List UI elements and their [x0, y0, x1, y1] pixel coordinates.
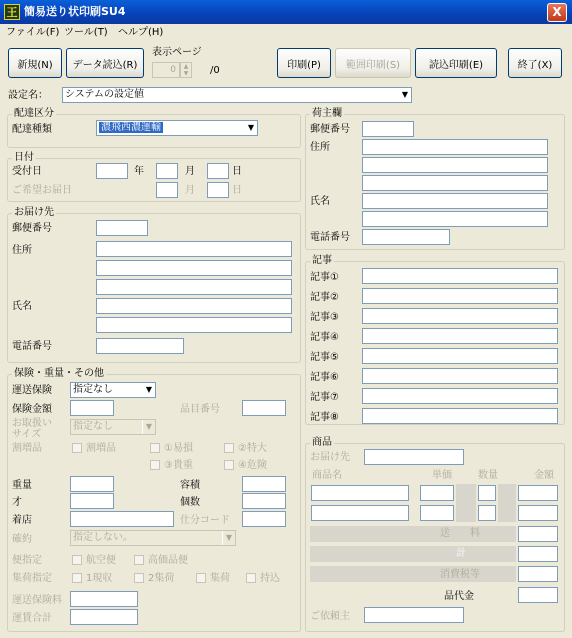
- col-product-name: 商品名: [312, 470, 342, 481]
- desired-day-label: 日: [232, 185, 242, 196]
- note-6-label: 記事⑥: [310, 372, 339, 383]
- cod-input[interactable]: [518, 587, 558, 603]
- year-label: 年: [134, 166, 144, 177]
- shipper-address-2[interactable]: [362, 157, 548, 173]
- col-quantity: 数量: [478, 470, 498, 481]
- goods-group-title: 商品: [312, 437, 332, 448]
- received-month-input[interactable]: [156, 163, 178, 179]
- recipient-name-2[interactable]: [96, 317, 292, 333]
- surcharge-label: 割増品: [12, 443, 42, 454]
- insurance-fee-label: 運送保険料: [12, 595, 62, 606]
- client-label: ご依頼主: [310, 611, 350, 622]
- shipper-name-1[interactable]: [362, 193, 548, 209]
- recipient-zip-input[interactable]: [96, 220, 148, 236]
- chevron-down-icon: ▼: [244, 121, 257, 135]
- recipient-group-title: お届け先: [14, 207, 54, 218]
- shipper-address-1[interactable]: [362, 139, 548, 155]
- contract-select[interactable]: [70, 530, 236, 546]
- collect-3-checkbox[interactable]: [196, 573, 206, 583]
- note-7-label: 記事⑦: [310, 392, 339, 403]
- page-total: /0: [210, 65, 220, 76]
- load-data-button[interactable]: データ読込(R): [66, 48, 144, 78]
- sai-input[interactable]: [70, 493, 114, 509]
- desired-day-input[interactable]: [207, 182, 229, 198]
- delivery-type-value: 濃飛西濃運輸: [101, 122, 161, 133]
- goods-shade: [456, 484, 476, 522]
- chevron-down-icon: ▼: [222, 531, 235, 545]
- note-1-label: 記事①: [310, 272, 339, 283]
- col-amount: 金額: [534, 470, 554, 481]
- insured-amount-label: 保険金額: [12, 404, 52, 415]
- subtotal-label: 計: [456, 548, 466, 559]
- note-2-input[interactable]: [362, 288, 558, 304]
- shipper-phone-input[interactable]: [362, 229, 450, 245]
- shipper-name-label: 氏名: [310, 196, 330, 207]
- insurance-fee-input[interactable]: [70, 591, 138, 607]
- contract-label: 確約: [12, 534, 32, 545]
- shipping-row: [310, 526, 516, 542]
- settings-value: システムの設定値: [65, 89, 144, 100]
- amount-2[interactable]: [518, 505, 558, 521]
- print-button[interactable]: 印刷(P): [277, 48, 331, 78]
- shipping-input[interactable]: [518, 526, 558, 542]
- shipper-phone-label: 電話番号: [310, 232, 350, 243]
- app-icon: 王: [4, 4, 20, 20]
- pieces-input[interactable]: [242, 493, 286, 509]
- settings-select[interactable]: [62, 87, 412, 103]
- oversize-checkbox[interactable]: [224, 443, 234, 453]
- valuable-label: ③貴重: [164, 460, 193, 471]
- note-3-label: 記事③: [310, 312, 339, 323]
- item-number-label: 品目番号: [180, 404, 220, 415]
- note-6-input[interactable]: [362, 368, 558, 384]
- quantity-1[interactable]: [478, 485, 496, 501]
- note-5-label: 記事⑤: [310, 352, 339, 363]
- recipient-address-label: 住所: [12, 245, 32, 256]
- tax-input[interactable]: [518, 566, 558, 582]
- delivery-type-label: 配達種類: [12, 124, 52, 135]
- collect-4-checkbox[interactable]: [246, 573, 256, 583]
- collect-1-checkbox[interactable]: [72, 573, 82, 583]
- sort-code-label: 仕分コード: [180, 515, 230, 526]
- unit-price-2[interactable]: [420, 505, 454, 521]
- product-name-1[interactable]: [311, 485, 409, 501]
- menu-tools[interactable]: ツール(T): [64, 27, 108, 38]
- range-print-button[interactable]: 範囲印刷(S): [335, 48, 411, 78]
- premium-flight-label: 高価品便: [148, 555, 188, 566]
- subtotal-row: [310, 546, 516, 562]
- client-input[interactable]: [364, 607, 464, 623]
- amount-1[interactable]: [518, 485, 558, 501]
- page-label: 表示ページ: [152, 47, 202, 58]
- chevron-down-icon: ▼: [142, 420, 155, 434]
- handling-size-label: お取扱い サイズ: [12, 418, 52, 440]
- col-unit-price: 単価: [432, 470, 452, 481]
- shipper-group-title: 荷主欄: [312, 108, 342, 119]
- contract-value: 指定しない。: [73, 532, 133, 543]
- flight-label: 便指定: [12, 555, 42, 566]
- pieces-label: 個数: [180, 497, 200, 508]
- note-7-input[interactable]: [362, 388, 558, 404]
- received-date-label: 受付日: [12, 166, 42, 177]
- oversize-label: ②特大: [238, 443, 267, 454]
- arrival-store-label: 着店: [12, 515, 32, 526]
- air-flight-checkbox[interactable]: [72, 555, 82, 565]
- recipient-zip-label: 郵便番号: [12, 223, 52, 234]
- recipient-address-1[interactable]: [96, 241, 292, 257]
- month-label: 月: [185, 166, 195, 177]
- surcharge-option: 割増品: [86, 443, 116, 454]
- note-8-label: 記事⑧: [310, 412, 339, 423]
- desired-month-label: 月: [185, 185, 195, 196]
- product-name-2[interactable]: [311, 505, 409, 521]
- surcharge-checkbox[interactable]: [72, 443, 82, 453]
- shipping-insurance-select[interactable]: [70, 382, 156, 398]
- collect-3-label: 集荷: [210, 573, 230, 584]
- desired-date-label: ご希望お届日: [12, 185, 72, 196]
- cod-label: 品代金: [444, 591, 474, 602]
- shipper-zip-label: 郵便番号: [310, 124, 350, 135]
- note-3-input[interactable]: [362, 308, 558, 324]
- recipient-name-1[interactable]: [96, 298, 292, 314]
- received-day-input[interactable]: [207, 163, 229, 179]
- shipper-address-label: 住所: [310, 142, 330, 153]
- tax-row: [310, 566, 516, 582]
- arrival-store-input[interactable]: [70, 511, 174, 527]
- collect-4-label: 持込: [260, 573, 280, 584]
- menu-file[interactable]: ファイル(F): [6, 27, 60, 38]
- subtotal-input[interactable]: [518, 546, 558, 562]
- menu-help[interactable]: ヘルプ(H): [118, 27, 164, 38]
- note-4-label: 記事④: [310, 332, 339, 343]
- received-year-input[interactable]: [96, 163, 128, 179]
- exit-button[interactable]: 終了(X): [508, 48, 562, 78]
- window-title: 簡易送り状印刷SU4: [24, 5, 126, 18]
- goods-shade: [498, 484, 516, 522]
- weight-label: 重量: [12, 480, 32, 491]
- shipping-insurance-value: 指定なし: [73, 384, 113, 395]
- chevron-down-icon: ▼: [142, 383, 155, 397]
- read-print-button[interactable]: 読込印刷(E): [415, 48, 497, 78]
- note-1-input[interactable]: [362, 268, 558, 284]
- page-spinner[interactable]: ▲ ▼: [180, 62, 192, 78]
- note-2-label: 記事②: [310, 292, 339, 303]
- recipient-name-label: 氏名: [12, 301, 32, 312]
- shipper-zip-input[interactable]: [362, 121, 414, 137]
- goods-destination-input[interactable]: [364, 449, 464, 465]
- recipient-address-2[interactable]: [96, 260, 292, 276]
- item-number-input[interactable]: [242, 400, 286, 416]
- note-5-input[interactable]: [362, 348, 558, 364]
- handling-size-select[interactable]: [70, 419, 156, 435]
- collect-2-label: 2集荷: [148, 573, 175, 584]
- collect-1-label: 1現収: [86, 573, 113, 584]
- hazard-label: ④危険: [238, 460, 267, 471]
- collect-label: 集荷指定: [12, 573, 52, 584]
- delivery-type-select[interactable]: [96, 120, 258, 136]
- shipping-insurance-label: 運送保険: [12, 385, 52, 396]
- volume-input[interactable]: [242, 476, 286, 492]
- handling-size-value: 指定なし: [73, 421, 113, 432]
- goods-destination-label: お届け先: [310, 452, 350, 463]
- hazard-checkbox[interactable]: [224, 460, 234, 470]
- settings-label: 設定名：: [8, 90, 48, 101]
- recipient-phone-label: 電話番号: [12, 341, 52, 352]
- shipping-label: 送 料: [440, 528, 480, 539]
- sai-label: 才: [12, 497, 22, 508]
- note-4-input[interactable]: [362, 328, 558, 344]
- collect-2-checkbox[interactable]: [134, 573, 144, 583]
- recipient-phone-input[interactable]: [96, 338, 184, 354]
- note-8-input[interactable]: [362, 408, 558, 424]
- total-fare-input[interactable]: [70, 609, 138, 625]
- notes-group-title: 記事: [312, 255, 332, 266]
- close-button[interactable]: X: [547, 3, 567, 22]
- unit-price-1[interactable]: [420, 485, 454, 501]
- tax-label: 消費税等: [440, 569, 480, 580]
- fragile-label: ①易損: [164, 443, 193, 454]
- insured-amount-input[interactable]: [70, 400, 114, 416]
- volume-label: 容積: [180, 480, 200, 491]
- quantity-2[interactable]: [478, 505, 496, 521]
- delivery-group-title: 配達区分: [14, 108, 54, 119]
- valuable-checkbox[interactable]: [150, 460, 160, 470]
- chevron-down-icon: ▼: [398, 88, 411, 102]
- sort-code-input[interactable]: [242, 511, 286, 527]
- insurance-group-title: 保険・重量・その他: [14, 368, 104, 379]
- desired-month-input[interactable]: [156, 182, 178, 198]
- shipper-address-3[interactable]: [362, 175, 548, 191]
- shipper-name-2[interactable]: [362, 211, 548, 227]
- fragile-checkbox[interactable]: [150, 443, 160, 453]
- total-fare-label: 運賃合計: [12, 613, 52, 624]
- recipient-address-3[interactable]: [96, 279, 292, 295]
- premium-flight-checkbox[interactable]: [134, 555, 144, 565]
- day-label: 日: [232, 166, 242, 177]
- new-button[interactable]: 新規(N): [8, 48, 62, 78]
- page-input[interactable]: 0: [152, 62, 180, 78]
- air-flight-label: 航空便: [86, 555, 116, 566]
- weight-input[interactable]: [70, 476, 114, 492]
- menu-bar: [0, 24, 572, 42]
- date-group-title: 日付: [14, 152, 34, 163]
